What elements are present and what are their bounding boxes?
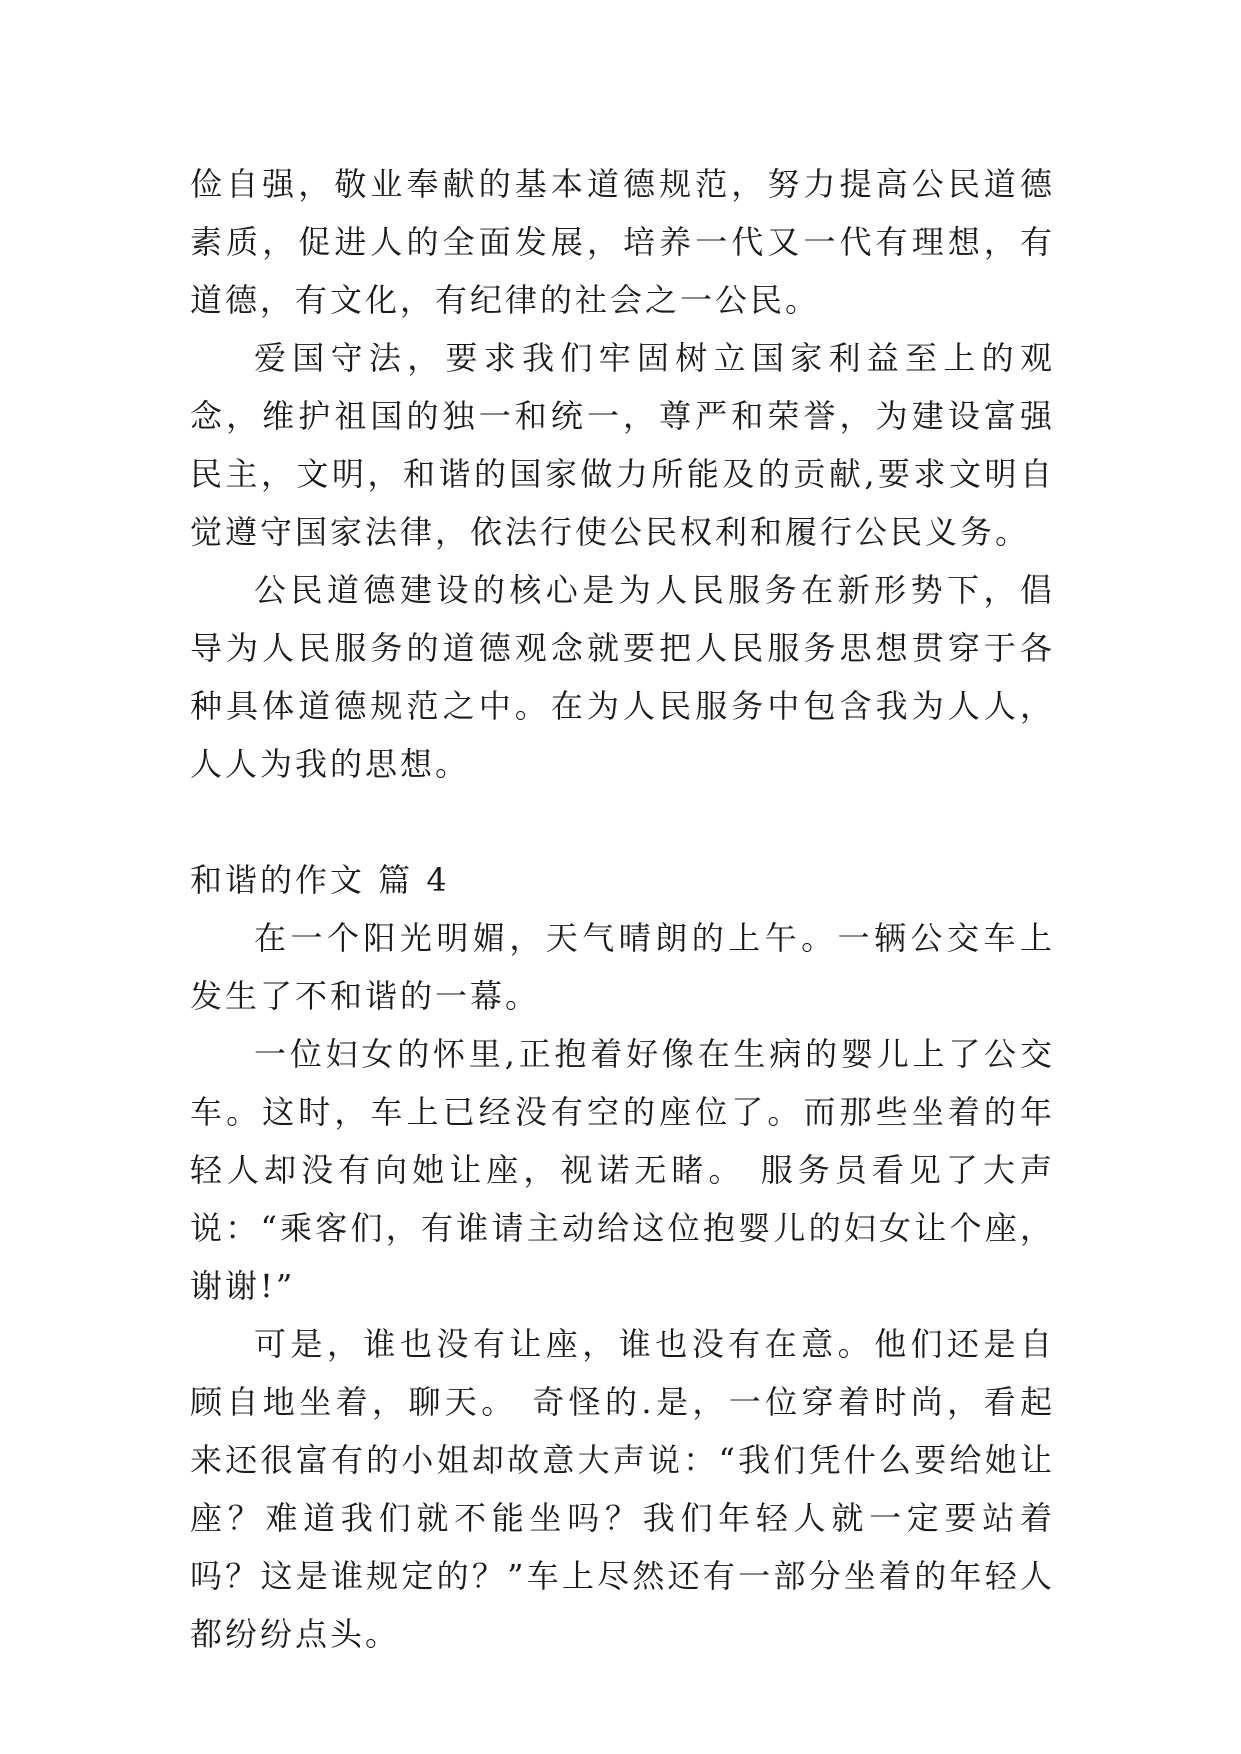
paragraph: 爱国守法，要求我们牢固树立国家利益至上的观念，维护祖国的独一和统一，尊严和荣誉，为建设富强民主，文明，和谐的国家做力所能及的贡献,要求文明自觉遵守国家法律，依法行使公民权利和履行公民义务。 xyxy=(190,339,1055,551)
paragraph-continued: 俭自强，敬业奉献的基本道德规范，努力提高公民道德素质，促进人的全面发展，培养一代又一代有理想，有道德，有文化，有纪律的社会之一公民。 xyxy=(190,165,1055,319)
section-spacer xyxy=(190,793,1055,851)
paragraph: 公民道德建设的核心是为人民服务在新形势下，倡导为人民服务的道德观念就要把人民服务思想贯穿于各种具体道德规范之中。在为人民服务中包含我为人人，人人为我的思想。 xyxy=(190,571,1055,783)
paragraph: 在一个阳光明媚，天气晴朗的上午。一辆公交车上发生了不和谐的一幕。 xyxy=(190,919,1055,1015)
paragraph: 可是，谁也没有让座，谁也没有在意。他们还是自顾自地坐着，聊天。 奇怪的.是，一位穿着时尚，看起来还很富有的小姐却故意大声说：“我们凭什么要给她让座？难道我们就不能坐吗？我们年轻人就一定要站着吗？这是谁规定的？”车上尽然还有一部分坐着的年轻人都纷纷点头。 xyxy=(190,1325,1055,1653)
document-body xyxy=(190,155,1055,1663)
paragraph: 一位妇女的怀里,正抱着好像在生病的婴儿上了公交车。这时，车上已经没有空的座位了。而那些坐着的年轻人却没有向她让座，视诺无睹。 服务员看见了大声说：“乘客们，有谁请主动给这位抱婴儿的妇女让个座，谢谢!” xyxy=(190,1035,1055,1305)
section-heading: 和谐的作文 篇 4 xyxy=(190,861,450,899)
